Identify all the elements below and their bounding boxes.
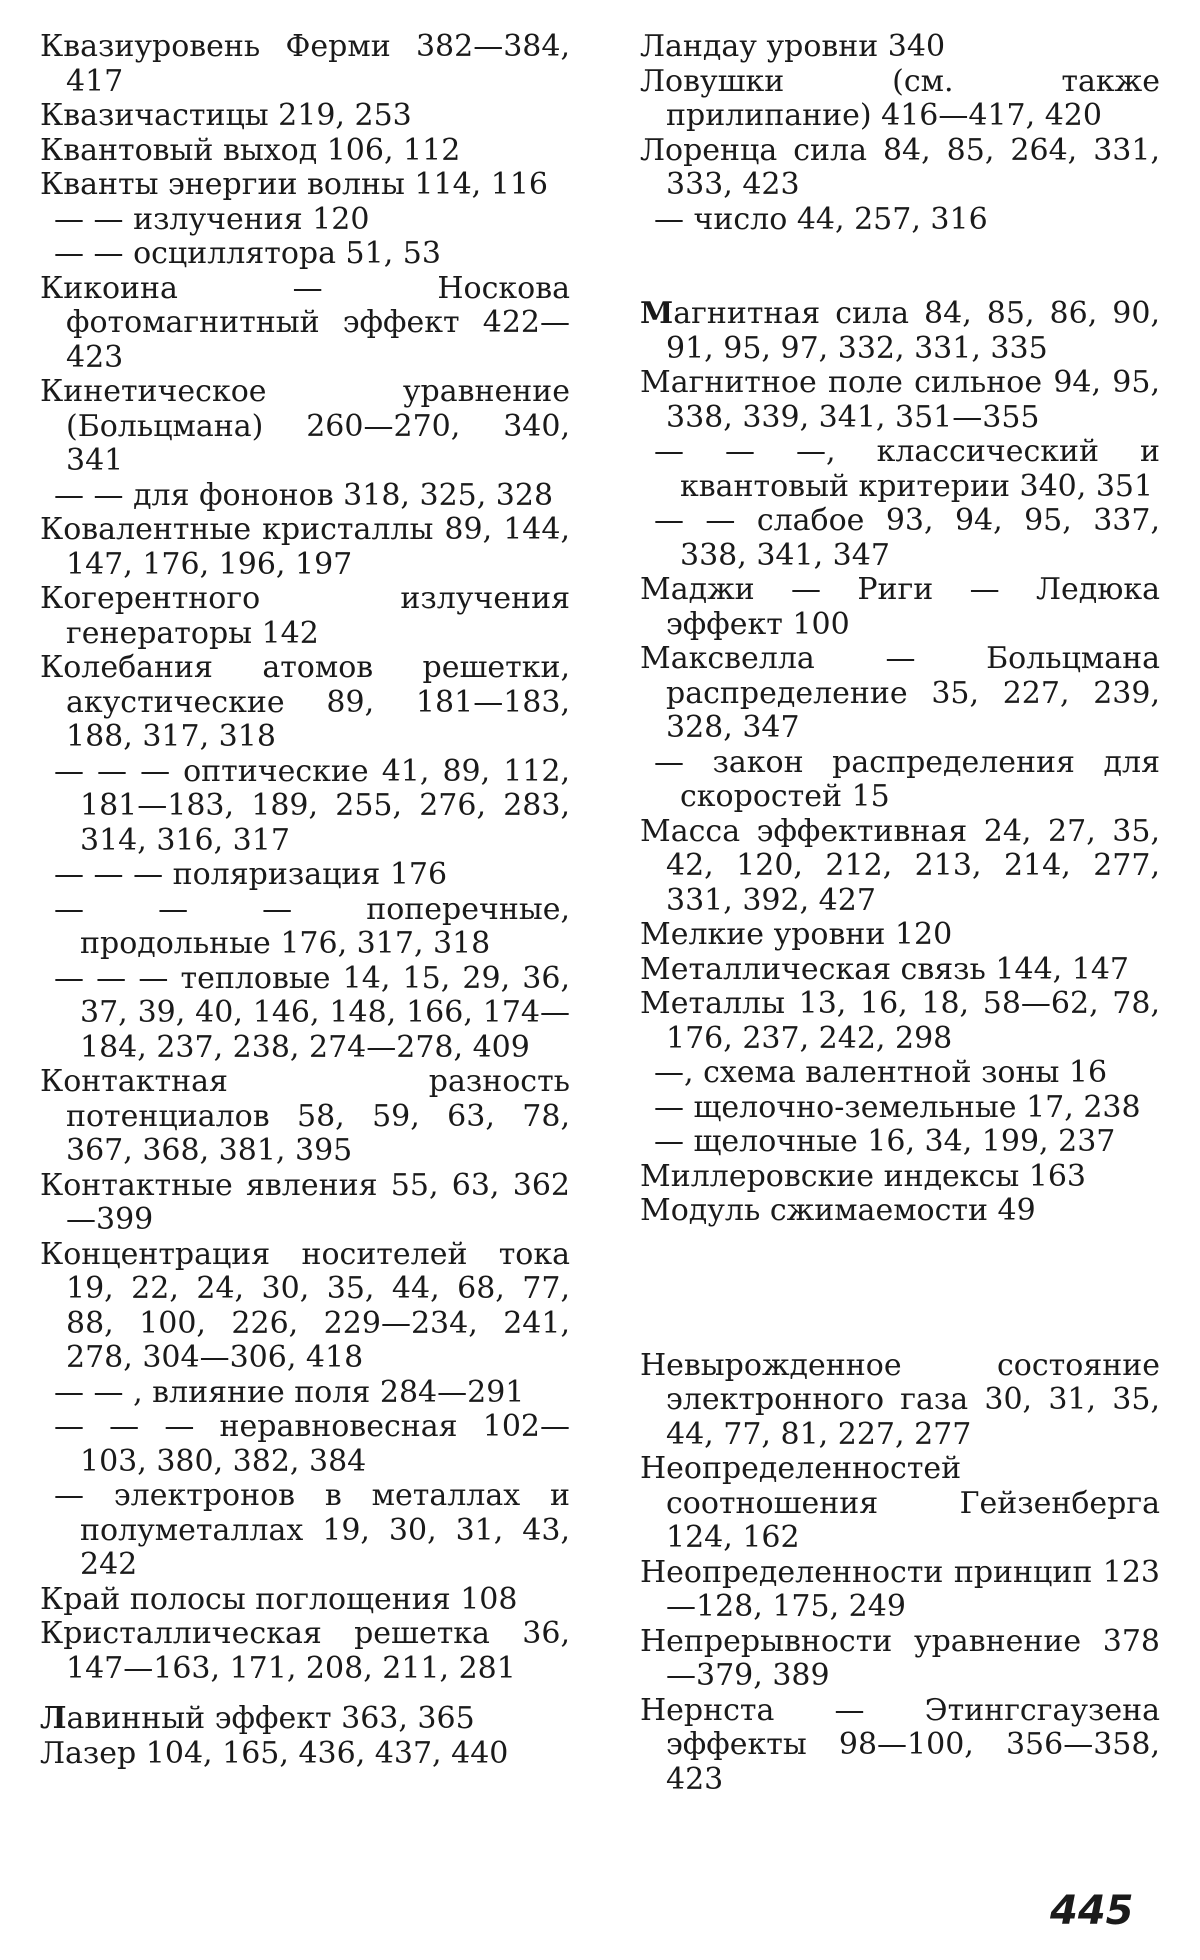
index-entry: Квантовый выход 106, 112: [40, 132, 461, 168]
index-subentry: — закон распределения для скоростей 15: [654, 744, 1160, 814]
index-entry: Когерентного излучения генераторы 142: [40, 581, 570, 651]
index-entry: Контактная разность потенциалов 58, 59, 63, 78, 367, 368, 381, 395: [40, 1064, 570, 1168]
index-subentry: — — —, классический и квантовый критерии 340, 351: [654, 434, 1160, 504]
index-entry: Миллеровские индексы 163: [640, 1158, 1087, 1194]
index-entry: Лоренца сила 84, 85, 264, 331, 333, 423: [640, 132, 1160, 202]
index-subentry: — щелочные 16, 34, 199, 237: [654, 1124, 1116, 1159]
index-entry: Маджи — Риги — Ледюка эффект 100: [640, 572, 1160, 642]
index-entry: Магнитное поле сильное 94, 95, 338, 339, 341, 351—355: [640, 365, 1160, 435]
index-entry: Нернста — Этингсгаузена эффекты 98—100, 356—358, 423: [640, 1692, 1160, 1797]
index-subentry: — — для фононов 318, 325, 328: [54, 477, 554, 513]
index-entry: Контактные явления 55, 63, 362—399: [40, 1167, 570, 1237]
index-entry: Лазер 104, 165, 436, 437, 440: [40, 1735, 509, 1771]
index-entry: Концентрация носителей тока 19, 22, 24, 30, 35, 44, 68, 77, 88, 100, 226, 229—234, 241, 278, 304—306, 418: [40, 1236, 570, 1375]
index-subentry: — — — поперечные, продольные 176, 317, 318: [54, 891, 570, 961]
index-entry: Край полосы поглощения 108: [40, 1581, 518, 1617]
index-subentry: — — — оптические 41, 89, 112, 181—183, 189, 255, 276, 283, 314, 316, 317: [54, 753, 570, 858]
index-entry: Максвелла — Больцмана распределение 35, 227, 239, 328, 347: [640, 641, 1160, 745]
index-entry: Мелкие уровни 120: [640, 917, 953, 952]
index-entry: Неопределенности принцип 123—128, 175, 249: [640, 1554, 1160, 1624]
section-gap: [640, 237, 1160, 297]
index-subentry: — — слабое 93, 94, 95, 337, 338, 341, 347: [654, 503, 1160, 573]
index-entry: Квазичастицы 219, 253: [40, 98, 412, 133]
index-entry: Масса эффективная 24, 27, 35, 42, 120, 212, 213, 214, 277, 331, 392, 427: [640, 813, 1160, 918]
index-subentry: — — — тепловые 14, 15, 29, 36, 37, 39, 40, 146, 148, 166, 174—184, 237, 238, 274—278, 409: [54, 960, 570, 1065]
page-number: 445: [1050, 1888, 1134, 1934]
index-entry: Металлы 13, 16, 18, 58—62, 78, 176, 237, 242, 298: [640, 986, 1160, 1056]
index-subentry: — электронов в металлах и полуметаллах 19, 30, 31, 43, 242: [54, 1478, 570, 1582]
index-entry: Модуль сжимаемости 49: [640, 1193, 1036, 1228]
index-entry: Магнитная сила 84, 85, 86, 90, 91, 95, 97, 332, 331, 335: [640, 296, 1160, 366]
index-subentry: — — излучения 120: [54, 201, 370, 237]
index-subentry: — — , влияние поля 284—291: [54, 1374, 525, 1410]
index-entry: Ловушки (см. также прилипание) 416—417, 420: [640, 63, 1160, 133]
index-entry: Квазиуровень Ферми 382—384, 417: [40, 29, 570, 99]
index-column-left: [40, 30, 570, 1771]
section-gap: [40, 1686, 570, 1702]
index-entry: Ландау уровни 340: [640, 29, 946, 64]
index-entry: Лавинный эффект 363, 365: [40, 1701, 475, 1736]
section-gap: [640, 1229, 1160, 1349]
index-entry: Кристаллическая решетка 36, 147—163, 171, 208, 211, 281: [40, 1616, 570, 1686]
index-entry: Кинетическое уравнение (Больцмана) 260—270, 340, 341: [40, 374, 570, 478]
index-subentry: — — — неравновесная 102—103, 380, 382, 384: [54, 1409, 570, 1479]
index-entry: Металлическая связь 144, 147: [640, 951, 1129, 987]
index-subentry: — число 44, 257, 316: [654, 201, 988, 237]
index-subentry: — щелочно-земельные 17, 238: [654, 1089, 1141, 1125]
index-subentry: — — — поляризация 176: [54, 857, 448, 892]
index-subentry: —, схема валентной зоны 16: [654, 1055, 1108, 1090]
index-entry: Неопределенностей соотношения Гейзенберга 124, 162: [640, 1451, 1160, 1555]
index-subentry: — — осциллятора 51, 53: [54, 236, 441, 271]
index-entry: Непрерывности уравнение 378—379, 389: [640, 1623, 1160, 1693]
index-column-right: [640, 30, 1160, 1797]
index-entry: Невырожденное состояние электронного газа 30, 31, 35, 44, 77, 81, 227, 277: [640, 1347, 1160, 1452]
index-entry: Кикоина — Носкова фотомагнитный эффект 422—423: [40, 270, 570, 375]
index-entry: Колебания атомов решетки, акустические 89, 181—183, 188, 317, 318: [40, 650, 570, 754]
index-entry: Ковалентные кристаллы 89, 144, 147, 176, 196, 197: [40, 512, 570, 582]
index-entry: Кванты энергии волны 114, 116: [40, 167, 549, 202]
